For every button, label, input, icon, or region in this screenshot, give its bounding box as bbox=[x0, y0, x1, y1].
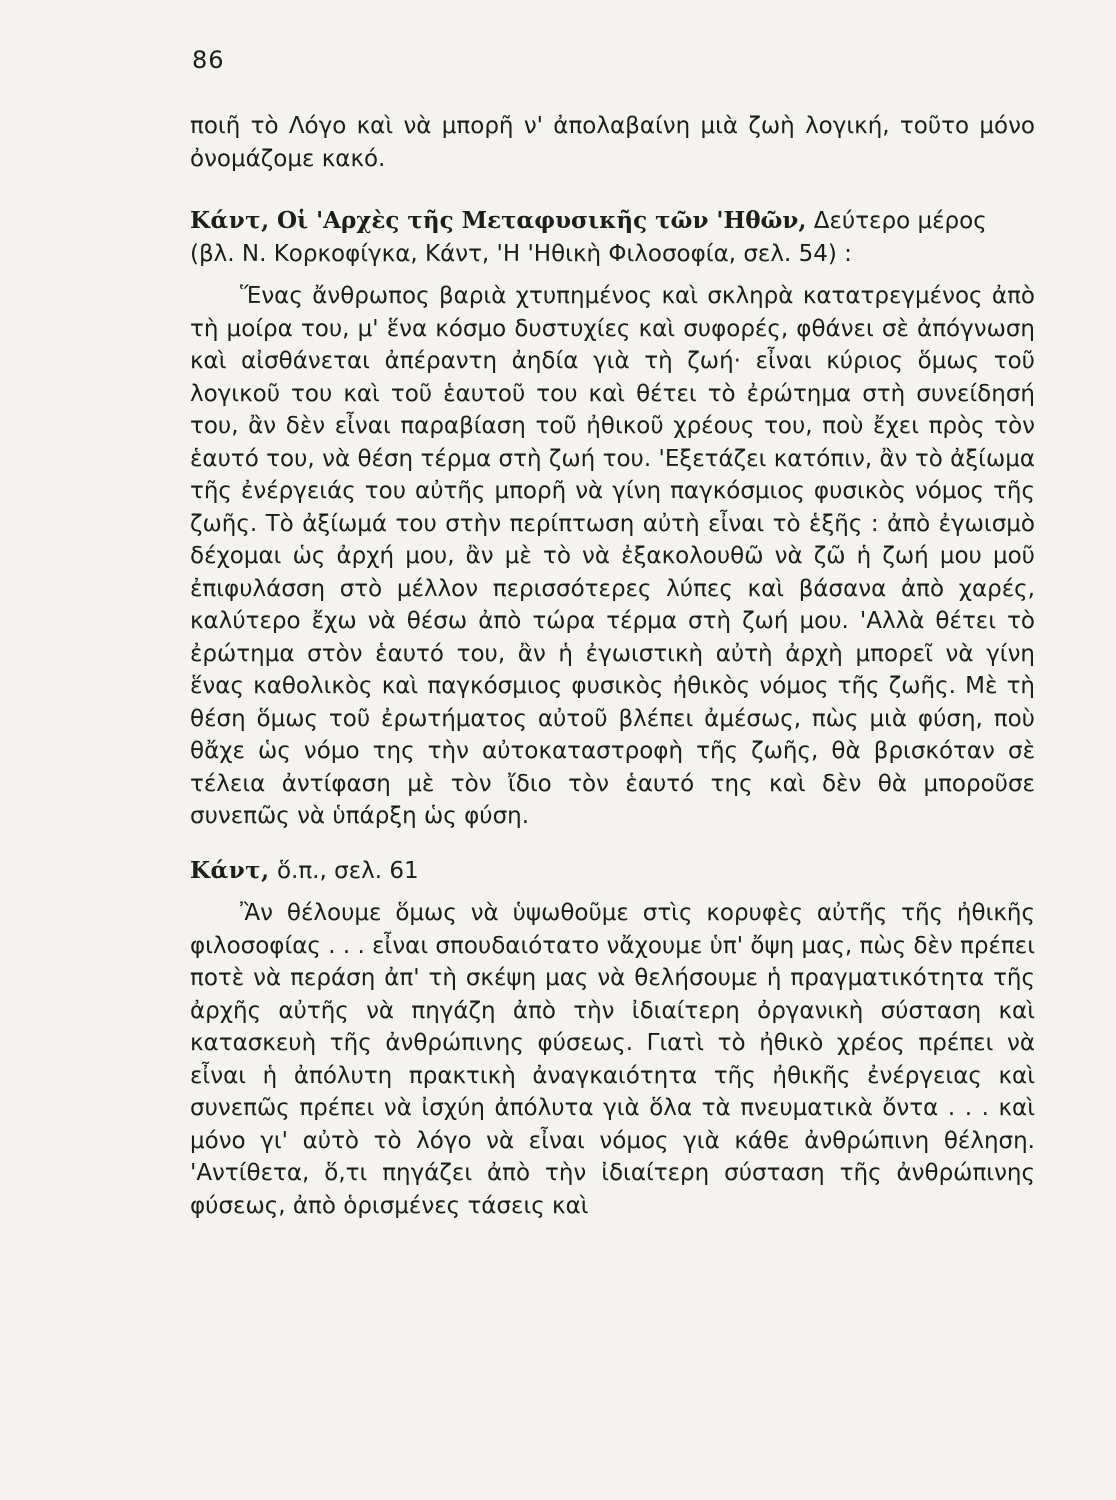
citation-author: Κάντ, bbox=[190, 207, 270, 234]
page-number: 86 bbox=[192, 46, 225, 74]
quote-paragraph-2: Ἂν θέλουμε ὅμως νὰ ὑψωθοῦμε στὶς κορυφὲς αὐτῆς τῆς ἠθικῆς φιλοσοφίας . . . εἶναι σπουδαιότατο νἄχουμε ὑπ' ὄψη μας, πὼς δὲν πρέπει ποτὲ νὰ περάση ἀπ' τὴ σκέψη μας νὰ θελήσουμε ἡ πραγματικότητα τῆς ἀρχῆς αὐτῆς νὰ πηγάζη ἀπὸ τὴν ἰδιαίτερη ὀργανικὴ σύσταση καὶ κατασκευὴ τῆς ἀνθρώπινης φύσεως. Γιατὶ τὸ ἠθικὸ χρέος πρέπει νὰ εἶναι ἡ ἀπόλυτη πρακτικὴ ἀναγκαιότητα τῆς ἠθικῆς ἐνέργειας καὶ συνεπῶς πρέπει νὰ ἰσχύη ἀπόλυτα γιὰ ὅλα τὰ πνευματικὰ ὄντα . . . καὶ μόνο γι' αὐτὸ τὸ λόγο νὰ εἶναι νόμος γιὰ κάθε ἀνθρώπινη θέληση. 'Αντίθετα, ὅ,τι πηγάζει ἀπὸ τὴν ἰδιαίτερη σύσταση τῆς ἀνθρώπινης φύσεως, ἀπὸ ὁρισμένες τάσεις καὶ bbox=[190, 900, 1035, 1219]
citation-reference: Δεύτερο μέρος (βλ. Ν. Κορκοφίγκα, Κάντ, 'Η 'Ηθικὴ Φιλοσοφία, σελ. 54) : bbox=[190, 208, 987, 267]
citation-reference: ὅ.π., σελ. 61 bbox=[276, 857, 419, 884]
citation-work-title: Οἱ 'Αρχὲς τῆς Μεταφυσικῆς τῶν 'Ηθῶν, bbox=[276, 207, 807, 234]
citation-heading-2 bbox=[190, 855, 1035, 888]
citation-author: Κάντ, bbox=[190, 856, 270, 884]
intro-paragraph: ποιῆ τὸ Λόγο καὶ νὰ μπορῆ ν' ἀπολαβαίνη μιὰ ζωὴ λογική, τοῦτο μόνο ὀνομάζομε κακό. bbox=[190, 113, 1035, 172]
page-content bbox=[190, 110, 1035, 1244]
quote-paragraph-1: Ἕνας ἄνθρωπος βαριὰ χτυπημένος καὶ σκληρὰ κατατρεγμένος ἀπὸ τὴ μοίρα του, μ' ἕνα κόσμο δυστυχίες καὶ συφορές, φθάνει σὲ ἀπόγνωση καὶ αἰσθάνεται ἀπέραντη ἀηδία γιὰ τὴ ζωή· εἶναι κύριος ὅμως τοῦ λογικοῦ του καὶ τοῦ ἑαυτοῦ του καὶ θέτει τὸ ἐρώτημα στὴ συνείδησή του, ἂν δὲν εἶναι παραβίαση τοῦ ἠθικοῦ χρέους του, ποὺ ἔχει πρὸς τὸν ἑαυτό του, νὰ θέση τέρμα στὴ ζωή του. 'Εξετάζει κατόπιν, ἂν τὸ ἀξίωμα τῆς ἐνέργειάς του αὐτῆς μπορῆ νὰ γίνη παγκόσμιος φυσικὸς νόμος τῆς ζωῆς. Τὸ ἀξίωμά του στὴν περίπτωση αὐτὴ εἶναι τὸ ἑξῆς : ἀπὸ ἐγωισμὸ δέχομαι ὡς ἀρχή μου, ἂν μὲ τὸ νὰ ἐξακολουθῶ νὰ ζῶ ἡ ζωή μου μοῦ ἐπιφυλάσση στὸ μέλλον περισσότερες λύπες καὶ βάσανα ἀπὸ χαρές, καλύτερο ἔχω νὰ θέσω ἀπὸ τώρα τέρμα στὴ ζωή μου. 'Αλλὰ θέτει τὸ ἐρώτημα στὸν ἑαυτό του, ἂν ἡ ἐγωιστικὴ αὐτὴ ἀρχὴ μπορεῖ νὰ γίνη ἕνας καθολικὸς καὶ παγκόσμιος φυσικὸς ἠθικὸς νόμος τῆς ζωῆς. Μὲ τὴ θέση ὅμως τοῦ ἐρωτήματος αὐτοῦ βλέπει ἀμέσως, πὼς μιὰ φύση, ποὺ θἄχε ὡς νόμο της τὴν αὐτοκαταστροφὴ τῆς ζωῆς, θὰ βρισκόταν σὲ τέλεια ἀντίφαση μὲ τὸν ἴδιο τὸν ἑαυτό της καὶ δὲν θὰ μποροῦσε συνεπῶς νὰ ὑπάρξη ὡς φύση. bbox=[190, 283, 1035, 829]
citation-heading-1 bbox=[190, 205, 1035, 270]
